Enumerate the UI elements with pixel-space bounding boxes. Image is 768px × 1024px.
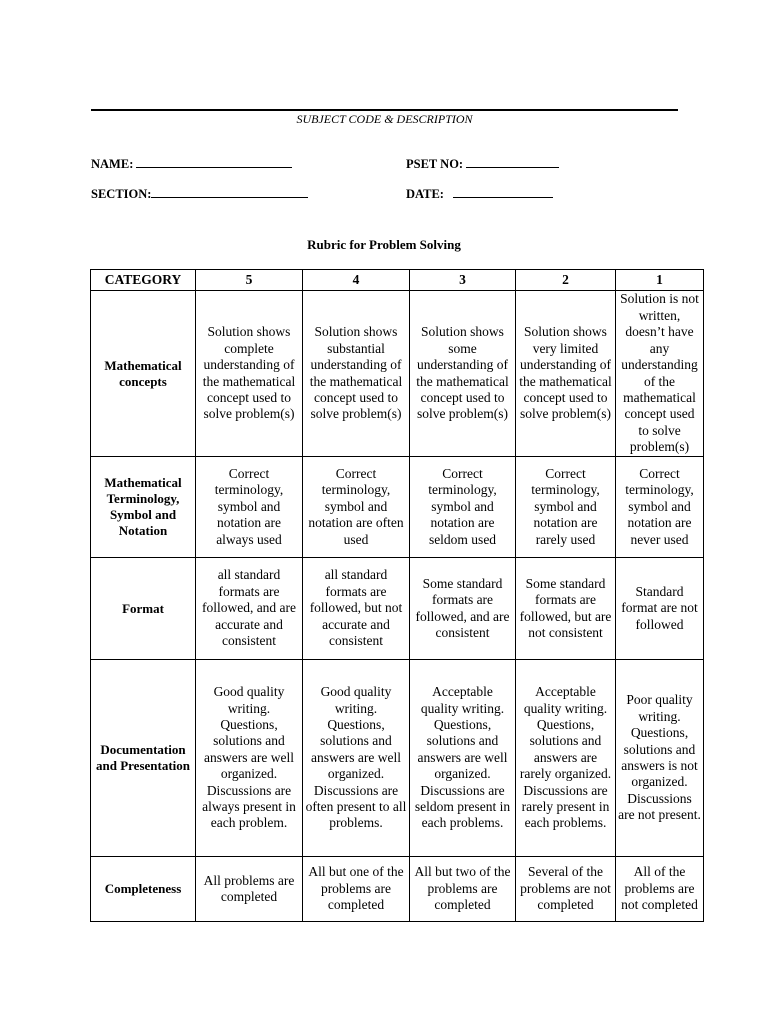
- date-blank[interactable]: [453, 186, 553, 198]
- category-cell: Mathematical Terminology, Symbol and Notation: [91, 457, 196, 558]
- rubric-title: Rubric for Problem Solving: [307, 237, 461, 252]
- criteria-cell: Correct terminology, symbol and notation are often used: [303, 457, 410, 558]
- header-score-3: 3: [410, 270, 516, 291]
- table-row: [91, 857, 704, 922]
- date-label: DATE:: [406, 187, 444, 201]
- category-cell: Format: [91, 558, 196, 660]
- criteria-cell: Some standard formats are followed, and are consistent: [410, 558, 516, 660]
- header-score-4: 4: [303, 270, 410, 291]
- pset-label: PSET NO:: [406, 157, 464, 171]
- pset-field: [406, 156, 559, 172]
- section-blank[interactable]: [151, 186, 308, 198]
- date-field: [406, 186, 553, 202]
- criteria-cell: Good quality writing. Questions, solutions and answers are well organized. Discussions are always present in each problem.: [196, 660, 303, 857]
- header-score-1: 1: [616, 270, 704, 291]
- criteria-cell: Acceptable quality writing. Questions, solutions and answers are well organized. Discussions are seldom present in each problems.: [410, 660, 516, 857]
- criteria-cell: All but two of the problems are completed: [410, 857, 516, 922]
- criteria-cell: Solution shows very limited understanding of the mathematical concept used to solve problem(s): [516, 291, 616, 457]
- section-field: [91, 186, 308, 202]
- table-row: [91, 457, 704, 558]
- section-label: SECTION:: [91, 187, 152, 201]
- name-label: NAME:: [91, 157, 134, 171]
- criteria-cell: All but one of the problems are completed: [303, 857, 410, 922]
- criteria-cell: Correct terminology, symbol and notation are rarely used: [516, 457, 616, 558]
- top-rule: [91, 109, 678, 111]
- header-row: [91, 270, 704, 291]
- rubric-table: [90, 269, 704, 922]
- criteria-cell: all standard formats are followed, but not accurate and consistent: [303, 558, 410, 660]
- criteria-cell: Some standard formats are followed, but are not consistent: [516, 558, 616, 660]
- criteria-cell: Standard format are not followed: [616, 558, 704, 660]
- criteria-cell: Correct terminology, symbol and notation are never used: [616, 457, 704, 558]
- criteria-cell: Solution shows complete understanding of the mathematical concept used to solve problem(s): [196, 291, 303, 457]
- criteria-cell: Acceptable quality writing. Questions, solutions and answers are rarely organized. Discussions are rarely present in each problems.: [516, 660, 616, 857]
- criteria-cell: Solution shows substantial understanding of the mathematical concept used to solve problem(s): [303, 291, 410, 457]
- criteria-cell: Good quality writing. Questions, solutions and answers are well organized. Discussions are often present to all problems.: [303, 660, 410, 857]
- criteria-cell: Solution shows some understanding of the mathematical concept used to solve problem(s): [410, 291, 516, 457]
- category-cell: Mathematical concepts: [91, 291, 196, 457]
- header-score-2: 2: [516, 270, 616, 291]
- header-category: CATEGORY: [91, 270, 196, 291]
- criteria-cell: Several of the problems are not completed: [516, 857, 616, 922]
- criteria-cell: All problems are completed: [196, 857, 303, 922]
- table-row: [91, 558, 704, 660]
- name-blank[interactable]: [136, 156, 292, 168]
- pset-blank[interactable]: [466, 156, 559, 168]
- category-cell: Documentation and Presentation: [91, 660, 196, 857]
- subject-code-description: SUBJECT CODE & DESCRIPTION: [296, 112, 473, 126]
- header-score-5: 5: [196, 270, 303, 291]
- criteria-cell: Correct terminology, symbol and notation are always used: [196, 457, 303, 558]
- name-field: [91, 156, 292, 172]
- criteria-cell: All of the problems are not completed: [616, 857, 704, 922]
- table-row: [91, 291, 704, 457]
- criteria-cell: Poor quality writing. Questions, solutions and answers is not organized. Discussions are not present.: [616, 660, 704, 857]
- criteria-cell: Correct terminology, symbol and notation are seldom used: [410, 457, 516, 558]
- category-cell: Completeness: [91, 857, 196, 922]
- criteria-cell: all standard formats are followed, and are accurate and consistent: [196, 558, 303, 660]
- table-row: [91, 660, 704, 857]
- criteria-cell: Solution is not written, doesn’t have any understanding of the mathematical concept used to solve problem(s): [616, 291, 704, 457]
